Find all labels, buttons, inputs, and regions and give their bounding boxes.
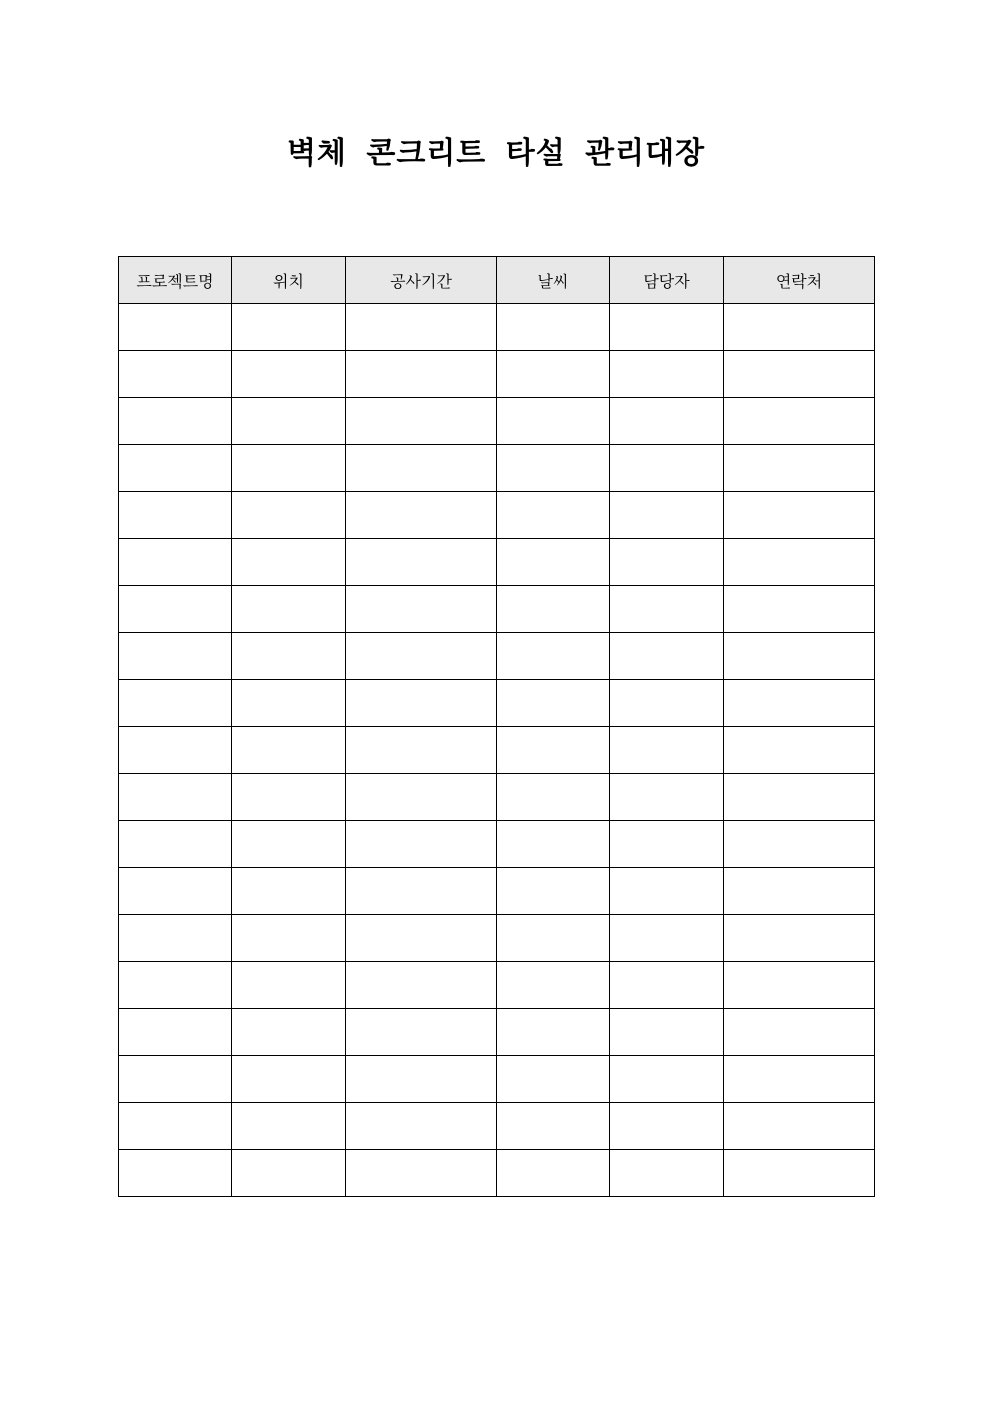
cell-weather[interactable]: [497, 727, 610, 774]
cell-location[interactable]: [232, 398, 346, 445]
cell-project-name[interactable]: [119, 868, 232, 915]
table-row: [119, 586, 875, 633]
cell-contact[interactable]: [724, 492, 875, 539]
table-row: [119, 539, 875, 586]
cell-person-in-charge[interactable]: [610, 445, 724, 492]
cell-construction-period[interactable]: [346, 962, 497, 1009]
cell-location[interactable]: [232, 304, 346, 351]
header-project-name: 프로젝트명: [119, 257, 232, 304]
ledger-table: [118, 256, 875, 1197]
cell-location[interactable]: [232, 821, 346, 868]
cell-location[interactable]: [232, 962, 346, 1009]
cell-project-name[interactable]: [119, 351, 232, 398]
table-row: [119, 1103, 875, 1150]
cell-weather[interactable]: [497, 398, 610, 445]
cell-location[interactable]: [232, 1103, 346, 1150]
cell-person-in-charge[interactable]: [610, 915, 724, 962]
cell-person-in-charge[interactable]: [610, 351, 724, 398]
cell-project-name[interactable]: [119, 586, 232, 633]
cell-person-in-charge[interactable]: [610, 1150, 724, 1197]
cell-location[interactable]: [232, 492, 346, 539]
table-row: [119, 445, 875, 492]
cell-contact[interactable]: [724, 774, 875, 821]
cell-project-name[interactable]: [119, 539, 232, 586]
cell-weather[interactable]: [497, 868, 610, 915]
cell-person-in-charge[interactable]: [610, 398, 724, 445]
cell-project-name[interactable]: [119, 633, 232, 680]
cell-construction-period[interactable]: [346, 633, 497, 680]
cell-location[interactable]: [232, 1150, 346, 1197]
cell-contact[interactable]: [724, 633, 875, 680]
table-row: [119, 1150, 875, 1197]
cell-person-in-charge[interactable]: [610, 868, 724, 915]
cell-contact[interactable]: [724, 539, 875, 586]
cell-weather[interactable]: [497, 1150, 610, 1197]
cell-location[interactable]: [232, 1009, 346, 1056]
cell-project-name[interactable]: [119, 1056, 232, 1103]
cell-location[interactable]: [232, 351, 346, 398]
table-row: [119, 351, 875, 398]
cell-person-in-charge[interactable]: [610, 774, 724, 821]
cell-construction-period[interactable]: [346, 821, 497, 868]
ledger-body: [119, 304, 875, 1197]
cell-weather[interactable]: [497, 1009, 610, 1056]
cell-contact[interactable]: [724, 680, 875, 727]
cell-weather[interactable]: [497, 774, 610, 821]
cell-person-in-charge[interactable]: [610, 633, 724, 680]
cell-weather[interactable]: [497, 821, 610, 868]
cell-contact[interactable]: [724, 1056, 875, 1103]
table-row: [119, 915, 875, 962]
cell-weather[interactable]: [497, 680, 610, 727]
cell-construction-period[interactable]: [346, 398, 497, 445]
cell-construction-period[interactable]: [346, 915, 497, 962]
cell-contact[interactable]: [724, 915, 875, 962]
table-row: [119, 821, 875, 868]
cell-project-name[interactable]: [119, 962, 232, 1009]
cell-person-in-charge[interactable]: [610, 586, 724, 633]
header-contact: 연락처: [724, 257, 875, 304]
cell-construction-period[interactable]: [346, 1009, 497, 1056]
header-row: [119, 257, 875, 304]
cell-weather[interactable]: [497, 633, 610, 680]
table-row: [119, 633, 875, 680]
cell-weather[interactable]: [497, 1103, 610, 1150]
table-row: [119, 868, 875, 915]
cell-weather[interactable]: [497, 962, 610, 1009]
cell-location[interactable]: [232, 539, 346, 586]
cell-contact[interactable]: [724, 727, 875, 774]
cell-person-in-charge[interactable]: [610, 962, 724, 1009]
table-row: [119, 774, 875, 821]
cell-person-in-charge[interactable]: [610, 821, 724, 868]
cell-person-in-charge[interactable]: [610, 727, 724, 774]
table-row: [119, 727, 875, 774]
cell-construction-period[interactable]: [346, 304, 497, 351]
cell-contact[interactable]: [724, 445, 875, 492]
page-title: 벽체 콘크리트 타설 관리대장: [286, 136, 706, 171]
cell-project-name[interactable]: [119, 915, 232, 962]
cell-project-name[interactable]: [119, 492, 232, 539]
header-person-in-charge: 담당자: [610, 257, 724, 304]
table-row: [119, 680, 875, 727]
cell-construction-period[interactable]: [346, 351, 497, 398]
cell-construction-period[interactable]: [346, 492, 497, 539]
cell-contact[interactable]: [724, 821, 875, 868]
cell-project-name[interactable]: [119, 445, 232, 492]
cell-person-in-charge[interactable]: [610, 539, 724, 586]
cell-project-name[interactable]: [119, 1009, 232, 1056]
cell-person-in-charge[interactable]: [610, 1056, 724, 1103]
cell-contact[interactable]: [724, 586, 875, 633]
cell-person-in-charge[interactable]: [610, 1009, 724, 1056]
header-weather: 날씨: [497, 257, 610, 304]
cell-contact[interactable]: [724, 304, 875, 351]
cell-location[interactable]: [232, 727, 346, 774]
table-row: [119, 304, 875, 351]
cell-location[interactable]: [232, 774, 346, 821]
cell-contact[interactable]: [724, 398, 875, 445]
cell-person-in-charge[interactable]: [610, 1103, 724, 1150]
cell-location[interactable]: [232, 868, 346, 915]
cell-weather[interactable]: [497, 539, 610, 586]
cell-location[interactable]: [232, 586, 346, 633]
cell-project-name[interactable]: [119, 774, 232, 821]
cell-construction-period[interactable]: [346, 727, 497, 774]
cell-construction-period[interactable]: [346, 1056, 497, 1103]
cell-person-in-charge[interactable]: [610, 492, 724, 539]
cell-construction-period[interactable]: [346, 445, 497, 492]
table-row: [119, 1056, 875, 1103]
cell-project-name[interactable]: [119, 304, 232, 351]
cell-construction-period[interactable]: [346, 680, 497, 727]
cell-contact[interactable]: [724, 868, 875, 915]
cell-weather[interactable]: [497, 915, 610, 962]
cell-construction-period[interactable]: [346, 1150, 497, 1197]
table-row: [119, 492, 875, 539]
cell-construction-period[interactable]: [346, 1103, 497, 1150]
cell-location[interactable]: [232, 915, 346, 962]
cell-weather[interactable]: [497, 304, 610, 351]
cell-weather[interactable]: [497, 492, 610, 539]
cell-construction-period[interactable]: [346, 774, 497, 821]
cell-project-name[interactable]: [119, 398, 232, 445]
cell-weather[interactable]: [497, 445, 610, 492]
cell-construction-period[interactable]: [346, 868, 497, 915]
cell-construction-period[interactable]: [346, 539, 497, 586]
cell-location[interactable]: [232, 1056, 346, 1103]
cell-project-name[interactable]: [119, 1150, 232, 1197]
cell-weather[interactable]: [497, 1056, 610, 1103]
cell-person-in-charge[interactable]: [610, 680, 724, 727]
cell-contact[interactable]: [724, 962, 875, 1009]
cell-weather[interactable]: [497, 586, 610, 633]
cell-project-name[interactable]: [119, 727, 232, 774]
cell-location[interactable]: [232, 445, 346, 492]
cell-location[interactable]: [232, 680, 346, 727]
cell-person-in-charge[interactable]: [610, 304, 724, 351]
cell-weather[interactable]: [497, 351, 610, 398]
cell-project-name[interactable]: [119, 1103, 232, 1150]
table-row: [119, 1009, 875, 1056]
cell-contact[interactable]: [724, 1150, 875, 1197]
cell-contact[interactable]: [724, 1009, 875, 1056]
cell-location[interactable]: [232, 633, 346, 680]
cell-contact[interactable]: [724, 1103, 875, 1150]
table-row: [119, 962, 875, 1009]
cell-contact[interactable]: [724, 351, 875, 398]
table-row: [119, 398, 875, 445]
cell-project-name[interactable]: [119, 680, 232, 727]
cell-project-name[interactable]: [119, 821, 232, 868]
header-construction-period: 공사기간: [346, 257, 497, 304]
cell-construction-period[interactable]: [346, 586, 497, 633]
header-location: 위치: [232, 257, 346, 304]
